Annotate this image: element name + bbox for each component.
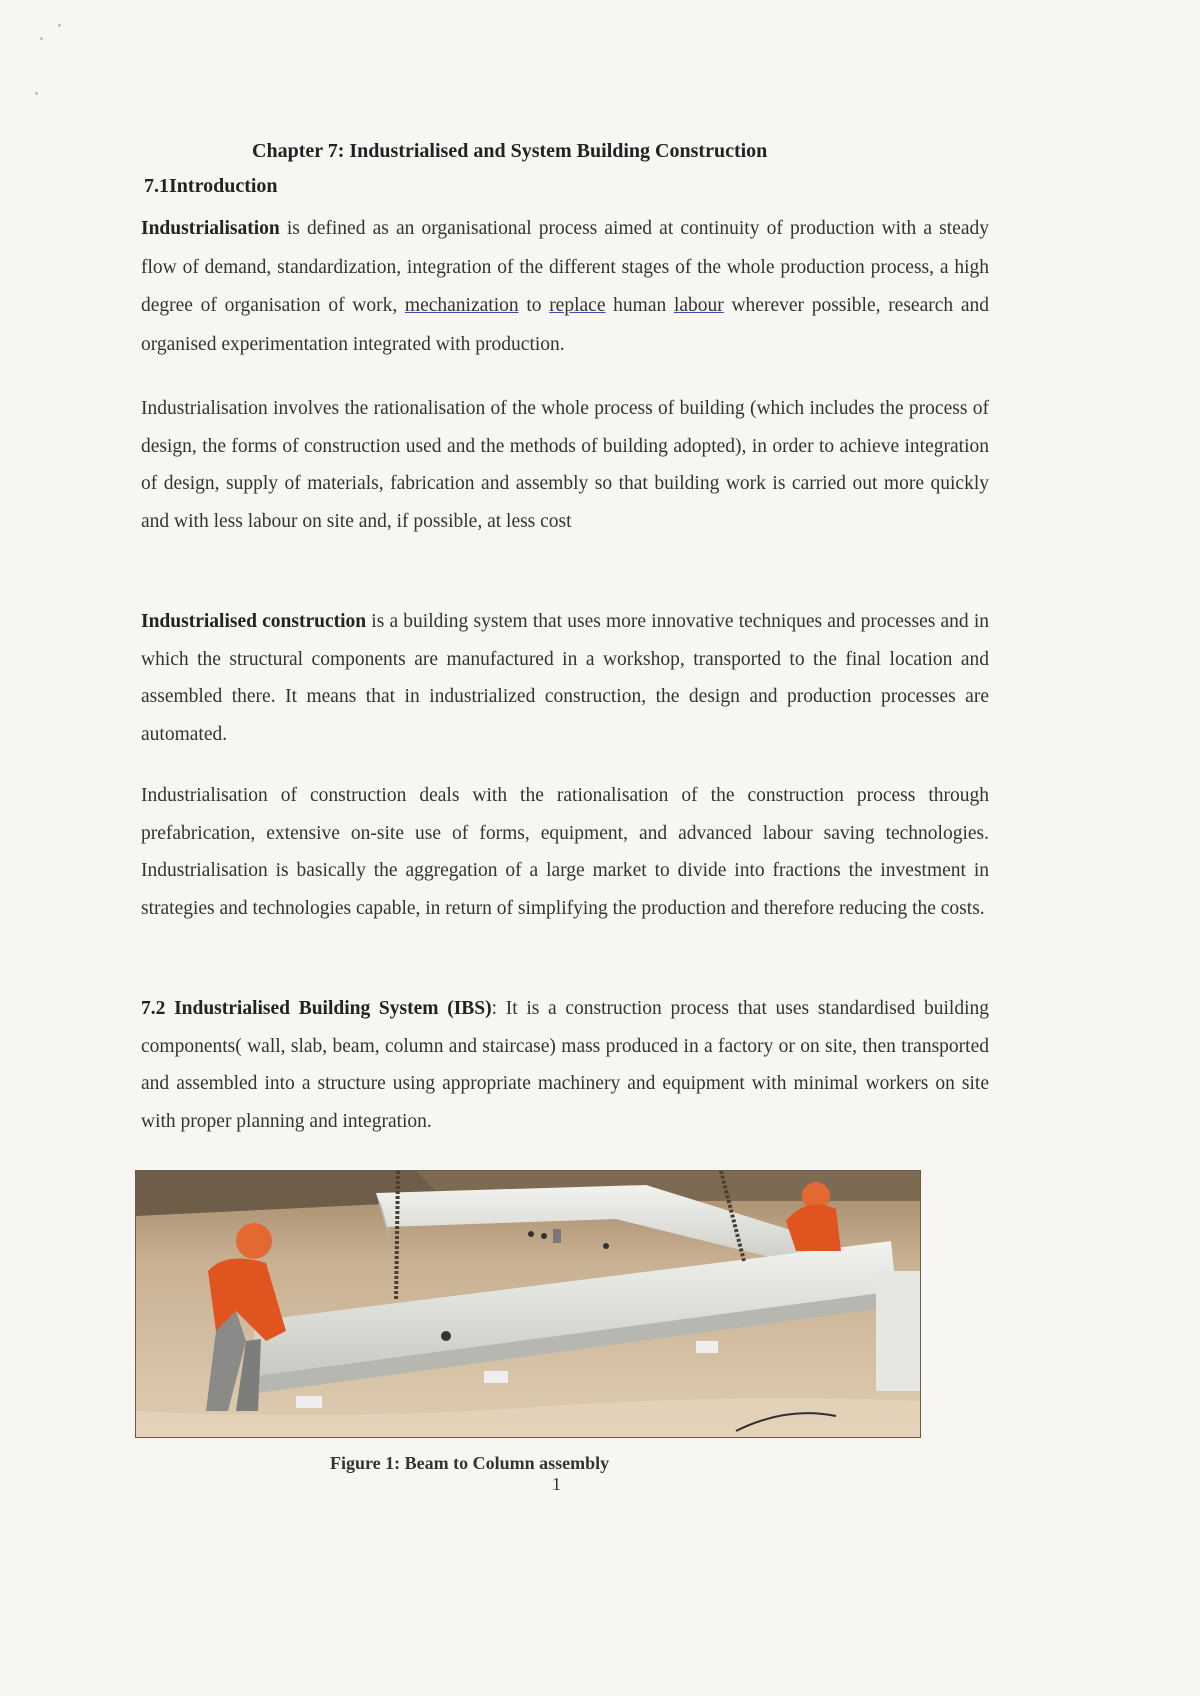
scan-speck bbox=[40, 37, 43, 40]
term-bold: Industrialisation bbox=[141, 218, 280, 239]
underlined-word: replace bbox=[549, 295, 606, 316]
paragraph-industrialised-construction: Industrialised construction is a building system that uses more innovative techniques and processes and in which the structural components are manufactured in a workshop, transported to the final location and assembled there. It means that in industrialized construction, the design and production processes are automated. bbox=[141, 611, 989, 745]
underlined-word: mechanization bbox=[404, 295, 519, 316]
figure-photo bbox=[135, 1170, 921, 1438]
paragraph-rationalisation: Industrialisation involves the rationalisation of the whole process of building (which includes the process of design, the forms of construction used and the methods of building adopted), in order to achieve integration of design, supply of materials, fabrication and assembly so that building work is carried out more quickly and with less labour on site and, if possible, at less cost bbox=[141, 398, 989, 532]
section-heading: 7.1Introduction bbox=[144, 175, 278, 197]
chapter-title: Chapter 7: Industrialised and System Building Construction bbox=[252, 140, 768, 162]
scan-speck bbox=[58, 24, 61, 27]
paragraph-ibs: 7.2 Industrialised Building System (IBS): It is a construction process that uses standardised building components( wall, slab, beam, column and staircase) mass produced in a factory or on site, then transported and assembled into a structure using appropriate machinery and equipment with minimal workers on site with proper planning and integration. bbox=[141, 998, 989, 1132]
beam-column-assembly-photo bbox=[136, 1171, 920, 1437]
scan-speck bbox=[35, 92, 38, 95]
paragraph-industrialisation-definition: Industrialisation is defined as an organisational process aimed at continuity of production with a steady flow of demand, standardization, integration of the different stages of the whole production process, a high degree of organisation of work, mechanization to replace human labour wherever possible, research and organised experimentation integrated with production. bbox=[141, 218, 989, 355]
paragraph-industrialisation-of-construction: Industrialisation of construction deals with the rationalisation of the construction process through prefabrication, extensive on-site use of forms, equipment, and advanced labour saving technologies. Industrialisation is basically the aggregation of a large market to divide into fractions the investment in strategies and technologies capable, in return of simplifying the production and therefore reducing the costs. bbox=[141, 785, 989, 919]
page-number: 1 bbox=[552, 1474, 561, 1494]
term-bold: 7.2 Industrialised Building System (IBS) bbox=[141, 998, 492, 1019]
underlined-word: labour bbox=[673, 295, 724, 316]
term-bold: Industrialised construction bbox=[141, 611, 367, 632]
figure-caption: Figure 1: Beam to Column assembly bbox=[330, 1453, 610, 1473]
